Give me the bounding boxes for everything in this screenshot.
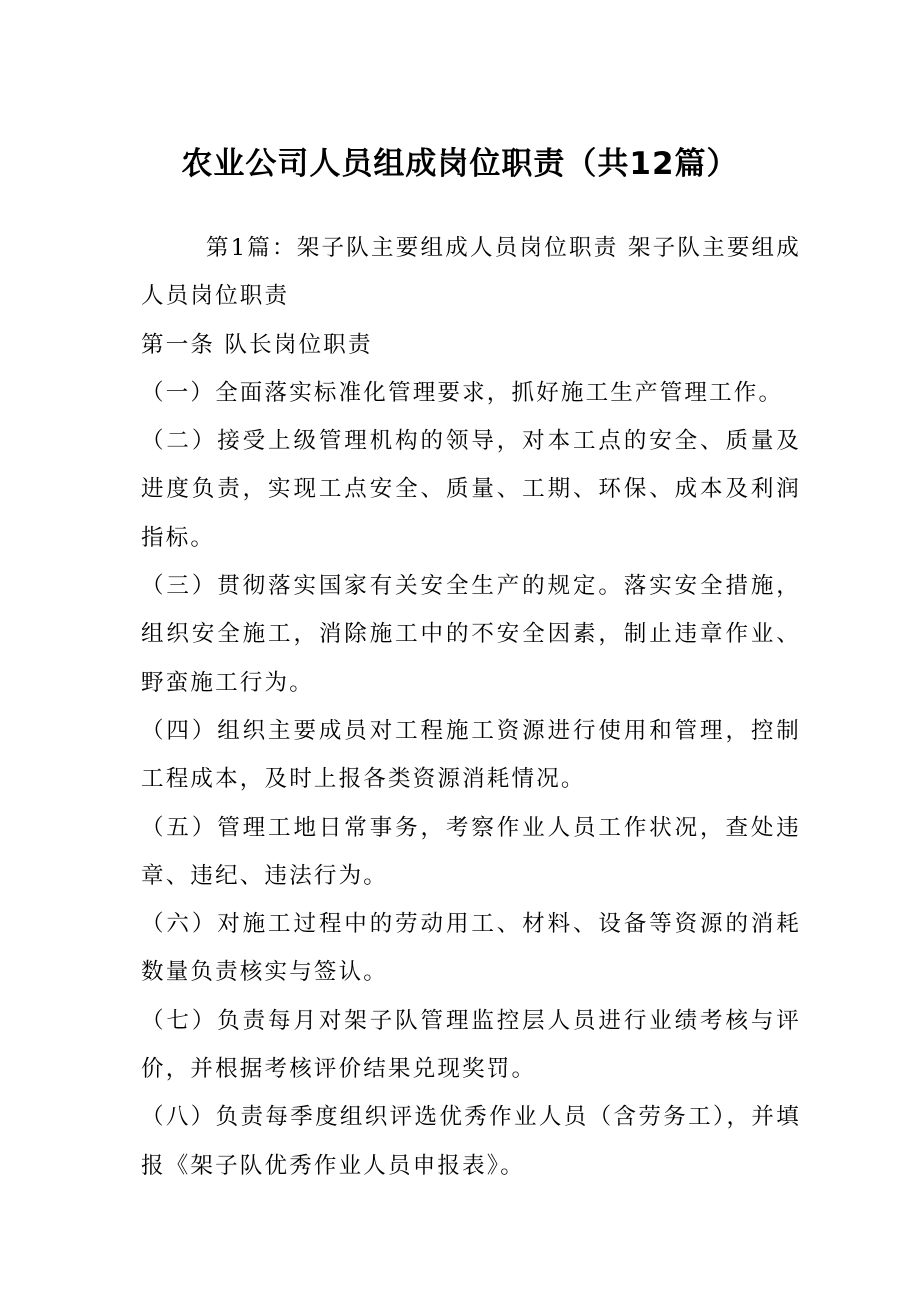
paragraph-article-heading: 第一条 队长岗位职责 [141, 331, 373, 358]
document-title: 农业公司人员组成岗位职责（共12篇） [181, 146, 739, 182]
paragraph-item-8: （八）负责每季度组织评选优秀作业人员（含劳务工），并填报《架子队优秀作业人员申报表》。 [141, 1104, 801, 1179]
paragraph-item-5: （五）管理工地日常事务，考察作业人员工作状况，查处违章、违纪、违法行为。 [141, 814, 801, 889]
document-body [141, 224, 801, 1190]
paragraph-item-7: （七）负责每月对架子队管理监控层人员进行业绩考核与评价，并根据考核评价结果兑现奖罚。 [141, 1007, 801, 1083]
paragraph-item-3: （三）贯彻落实国家有关安全生产的规定。落实安全措施，组织安全施工，消除施工中的不安全因素，制止违章作业、野蛮施工行为。 [141, 573, 801, 696]
paragraph-item-2: （二）接受上级管理机构的领导，对本工点的安全、质量及进度负责，实现工点安全、质量、工期、环保、成本及利润指标。 [141, 428, 801, 551]
paragraph-chapter-heading: 第1篇：架子队主要组成人员岗位职责 架子队主要组成人员岗位职责 [141, 235, 801, 310]
paragraph-item-1: （一）全面落实标准化管理要求，抓好施工生产管理工作。 [141, 379, 784, 406]
paragraph-item-6: （六）对施工过程中的劳动用工、材料、设备等资源的消耗数量负责核实与签认。 [141, 911, 801, 986]
paragraph-item-4: （四）组织主要成员对工程施工资源进行使用和管理，控制工程成本，及时上报各类资源消耗情况。 [141, 717, 801, 793]
